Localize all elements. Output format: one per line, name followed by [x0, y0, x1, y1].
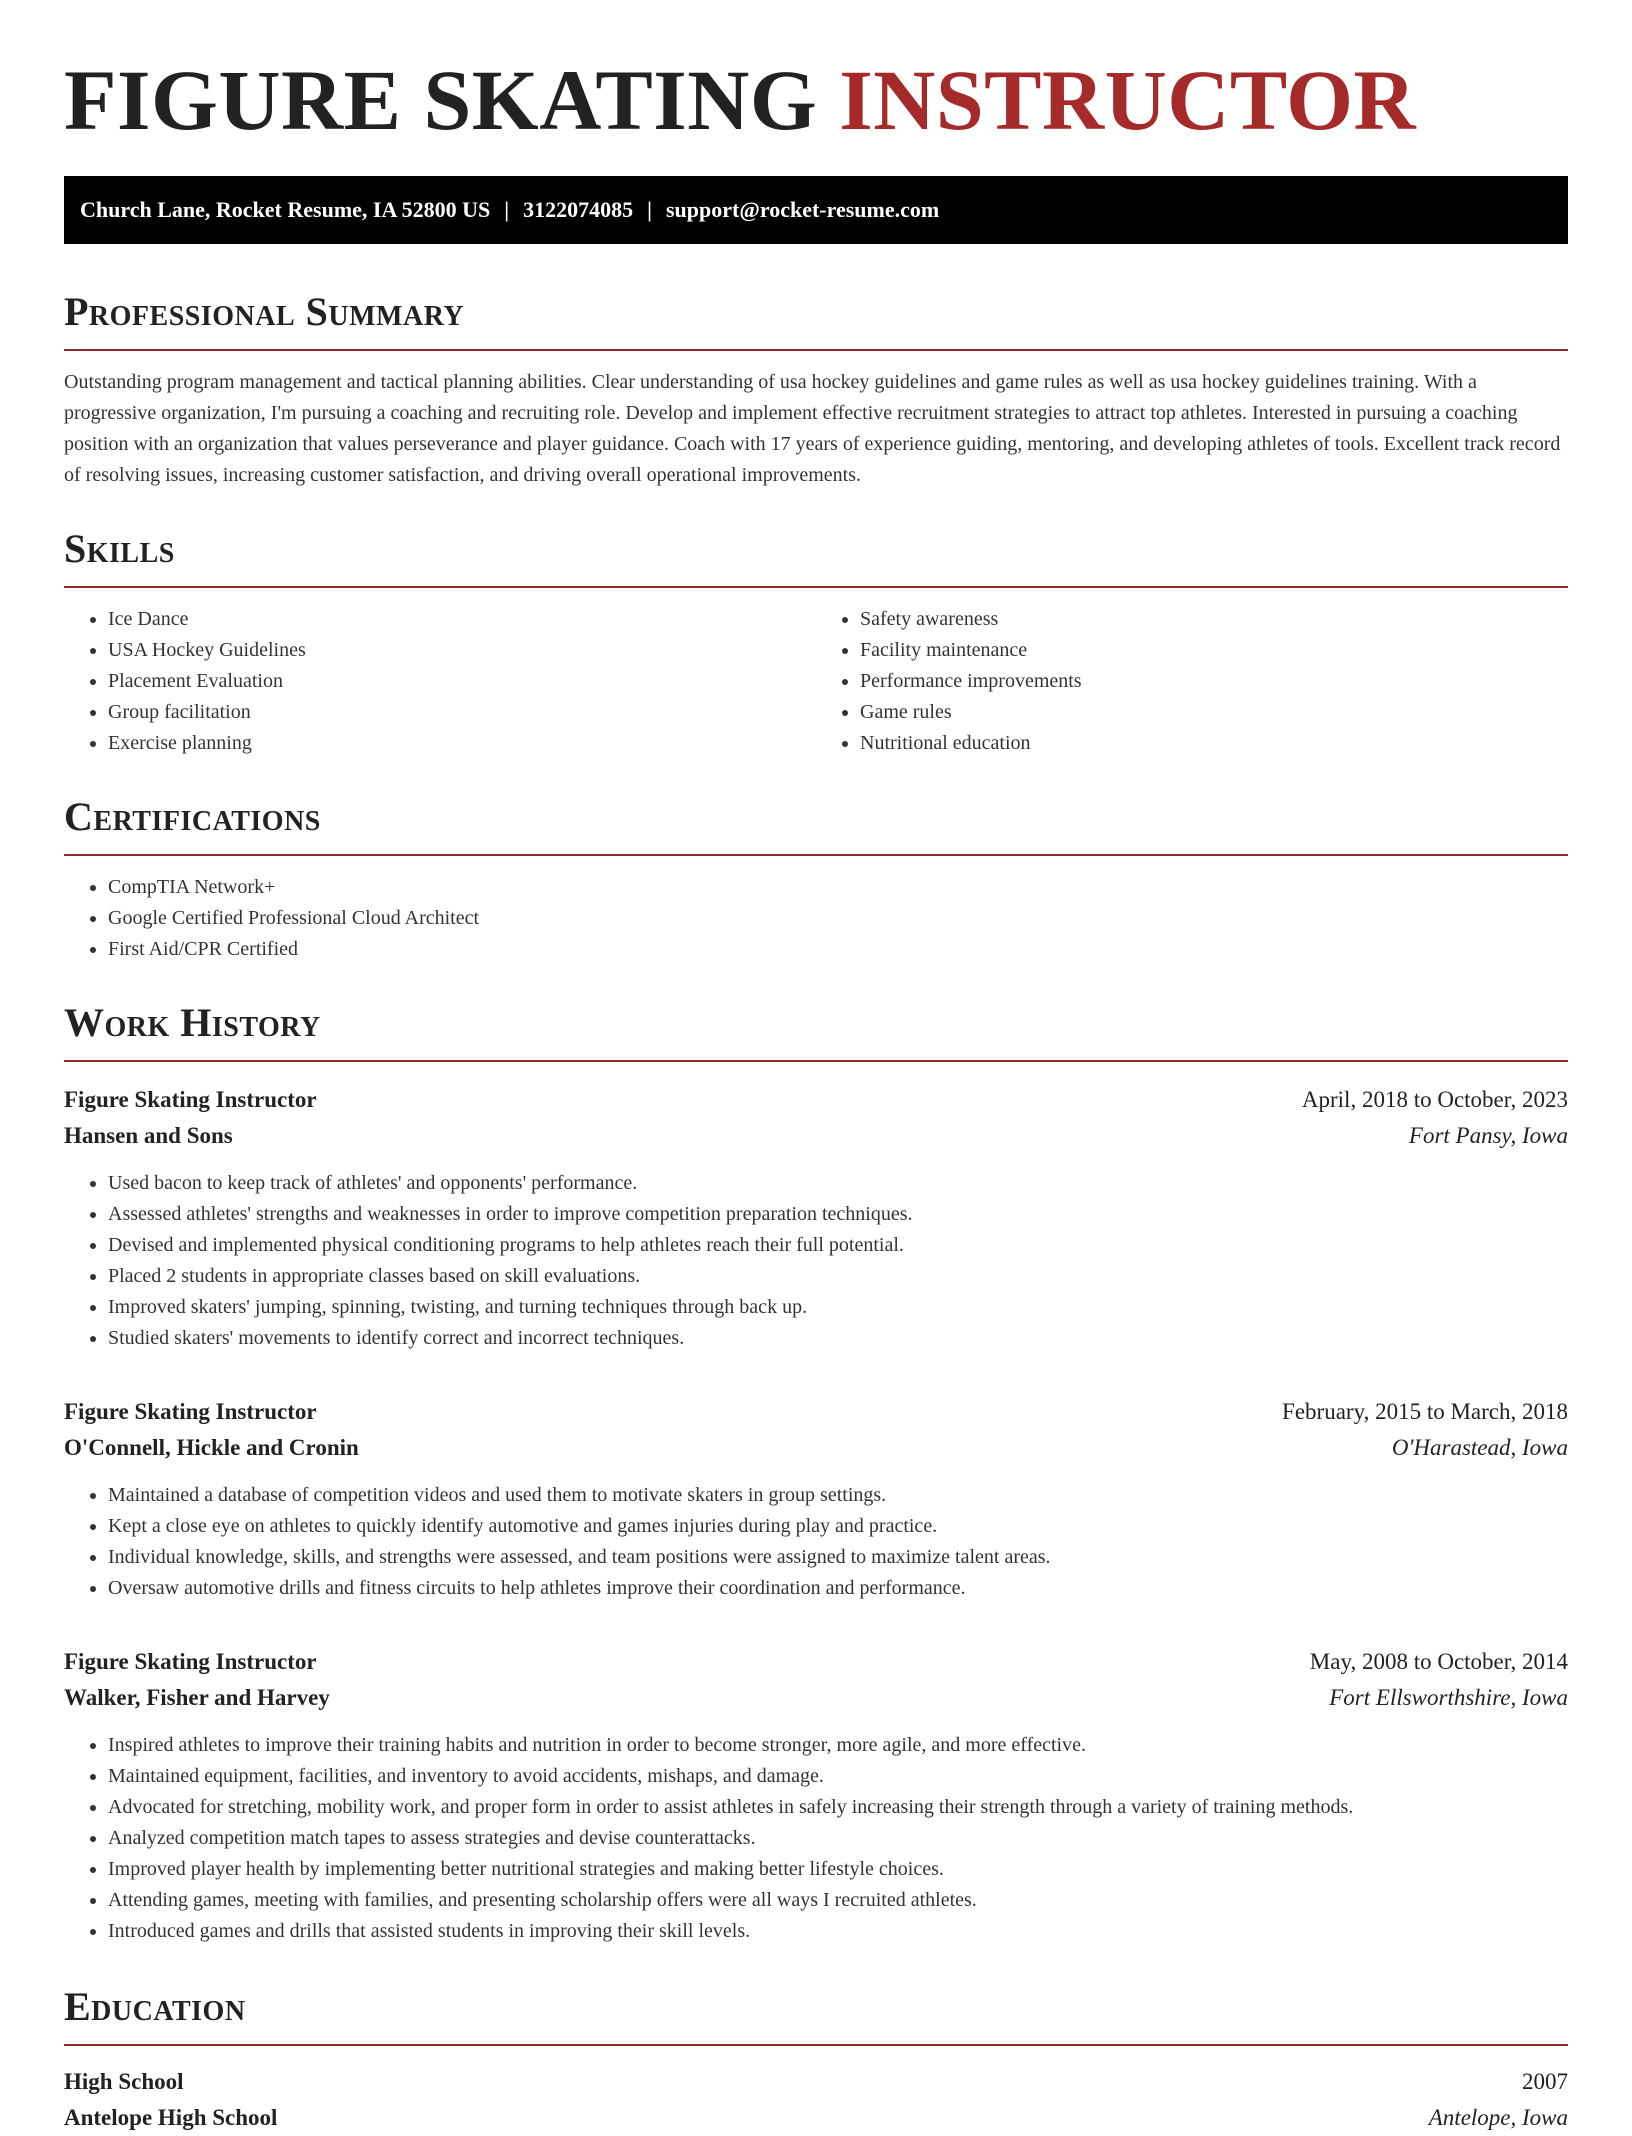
job-bullet: • Improved skaters' jumping, spinning, twisting, and turning techniques through back up. [108, 1292, 1568, 1323]
certification-item: • CompTIA Network+ [108, 872, 1568, 903]
job-bullet: • Introduced games and drills that assisted students in improving their skill levels. [108, 1916, 1568, 1947]
contact-separator: | [647, 197, 652, 222]
education-location: Antelope, Iowa [1428, 2105, 1568, 2130]
skill-item: • Safety awareness [860, 604, 1568, 635]
contact-email: support@rocket-resume.com [666, 197, 940, 222]
job-header-row [64, 1644, 1568, 1680]
job-bullet: • Placed 2 students in appropriate classes based on skill evaluations. [108, 1261, 1568, 1292]
job-bullets [64, 1168, 1568, 1354]
section-divider [64, 349, 1568, 351]
job-role: Figure Skating Instructor [64, 1399, 317, 1424]
contact-bar [64, 176, 1568, 244]
job-bullets [64, 1480, 1568, 1604]
skill-item: • Group facilitation [108, 697, 816, 728]
certifications-section-title: Certifications [64, 794, 321, 839]
job-bullet: • Maintained a database of competition videos and used them to motivate skaters in group settings. [108, 1480, 1568, 1511]
section-divider [64, 854, 1568, 856]
name-accent-part: INSTRUCTOR [839, 52, 1417, 148]
job-bullet: • Advocated for stretching, mobility work, and proper form in order to assist athletes in safely increasing their strength through a variety of training methods. [108, 1792, 1568, 1823]
job-company: Walker, Fisher and Harvey [64, 1685, 330, 1710]
job-bullet: • Kept a close eye on athletes to quickly identify automotive and games injuries during play and practice. [108, 1511, 1568, 1542]
education-entry [64, 2064, 1568, 2136]
job-role: Figure Skating Instructor [64, 1087, 317, 1112]
job-company: Hansen and Sons [64, 1123, 233, 1148]
education-year: 2007 [1522, 2069, 1568, 2094]
job-company-row [64, 1118, 1568, 1154]
skill-item: • Placement Evaluation [108, 666, 816, 697]
contact-address: Church Lane, Rocket Resume, IA 52800 US [80, 197, 491, 222]
job-bullet: • Analyzed competition match tapes to assess strategies and devise counterattacks. [108, 1823, 1568, 1854]
job-bullet: • Inspired athletes to improve their training habits and nutrition in order to become stronger, more agile, and more effective. [108, 1730, 1568, 1761]
skill-item: • Performance improvements [860, 666, 1568, 697]
job-location: Fort Pansy, Iowa [1408, 1123, 1568, 1148]
certifications-list [64, 872, 1568, 965]
education-degree: High School [64, 2069, 184, 2094]
skills-list-right [816, 604, 1568, 759]
job-bullet: • Individual knowledge, skills, and strengths were assessed, and team positions were assigned to maximize talent areas. [108, 1542, 1568, 1573]
job-header-row [64, 1394, 1568, 1430]
summary-text: Outstanding program management and tactical planning abilities. Clear understanding of usa hockey guidelines and game rules as well as usa hockey guidelines training. With a progressive organization, I'm pursuing a coaching and recruiting role. Develop and implement effective recruitment strategies to attract top athletes. Interested in pursuing a coaching position with an organization that values perseverance and player guidance. Coach with 17 years of experience guiding, mentoring, and developing athletes of tools. Excellent track record of resolving issues, increasing customer satisfaction, and driving overall operational improvements. [64, 371, 1561, 486]
skill-item: • Game rules [860, 697, 1568, 728]
job-entry [64, 1082, 1568, 1354]
contact-phone: 3122074085 [523, 197, 634, 222]
job-bullet: • Maintained equipment, facilities, and inventory to avoid accidents, mishaps, and damage. [108, 1761, 1568, 1792]
job-role: Figure Skating Instructor [64, 1649, 317, 1674]
job-bullet: • Used bacon to keep track of athletes' and opponents' performance. [108, 1168, 1568, 1199]
skill-item: • Exercise planning [108, 728, 816, 759]
job-bullet: • Attending games, meeting with families, and presenting scholarship offers were all ways I recruited athletes. [108, 1885, 1568, 1916]
skill-item: • USA Hockey Guidelines [108, 635, 816, 666]
job-dates: February, 2015 to March, 2018 [1282, 1399, 1568, 1424]
education-school-row [64, 2100, 1568, 2136]
summary-section-title: Professional Summary [64, 289, 465, 334]
job-entry [64, 1644, 1568, 1947]
job-company-row [64, 1680, 1568, 1716]
job-bullet: • Oversaw automotive drills and fitness circuits to help athletes improve their coordination and performance. [108, 1573, 1568, 1604]
job-bullet: • Improved player health by implementing better nutritional strategies and making better lifestyle choices. [108, 1854, 1568, 1885]
job-entry [64, 1394, 1568, 1604]
job-company-row [64, 1430, 1568, 1466]
job-company: O'Connell, Hickle and Cronin [64, 1435, 359, 1460]
certification-item: • Google Certified Professional Cloud Architect [108, 903, 1568, 934]
skill-item: • Nutritional education [860, 728, 1568, 759]
skills-section-title: Skills [64, 526, 175, 571]
job-bullet: • Assessed athletes' strengths and weaknesses in order to improve competition preparation techniques. [108, 1199, 1568, 1230]
contact-separator: | [504, 197, 510, 222]
job-location: O'Harastead, Iowa [1391, 1435, 1568, 1460]
education-header-row [64, 2064, 1568, 2100]
job-bullet: • Devised and implemented physical conditioning programs to help athletes reach their full potential. [108, 1230, 1568, 1261]
name-first-part: FIGURE SKATING [64, 52, 818, 148]
section-divider [64, 2044, 1568, 2046]
section-divider [64, 1060, 1568, 1062]
job-dates: April, 2018 to October, 2023 [1301, 1087, 1568, 1112]
job-header-row [64, 1082, 1568, 1118]
resume-name-heading [64, 0, 1568, 148]
job-bullet: • Studied skaters' movements to identify correct and incorrect techniques. [108, 1323, 1568, 1354]
skill-item: • Ice Dance [108, 604, 816, 635]
section-divider [64, 586, 1568, 588]
work-history-section-title: Work History [64, 1000, 321, 1045]
job-bullets [64, 1730, 1568, 1947]
job-dates: May, 2008 to October, 2014 [1309, 1649, 1568, 1674]
skills-list-left [64, 604, 816, 759]
job-location: Fort Ellsworthshire, Iowa [1329, 1685, 1568, 1710]
education-school: Antelope High School [64, 2105, 278, 2130]
certification-item: • First Aid/CPR Certified [108, 934, 1568, 965]
education-section-title: Education [64, 1984, 246, 2029]
skills-grid [64, 604, 1568, 759]
skill-item: • Facility maintenance [860, 635, 1568, 666]
